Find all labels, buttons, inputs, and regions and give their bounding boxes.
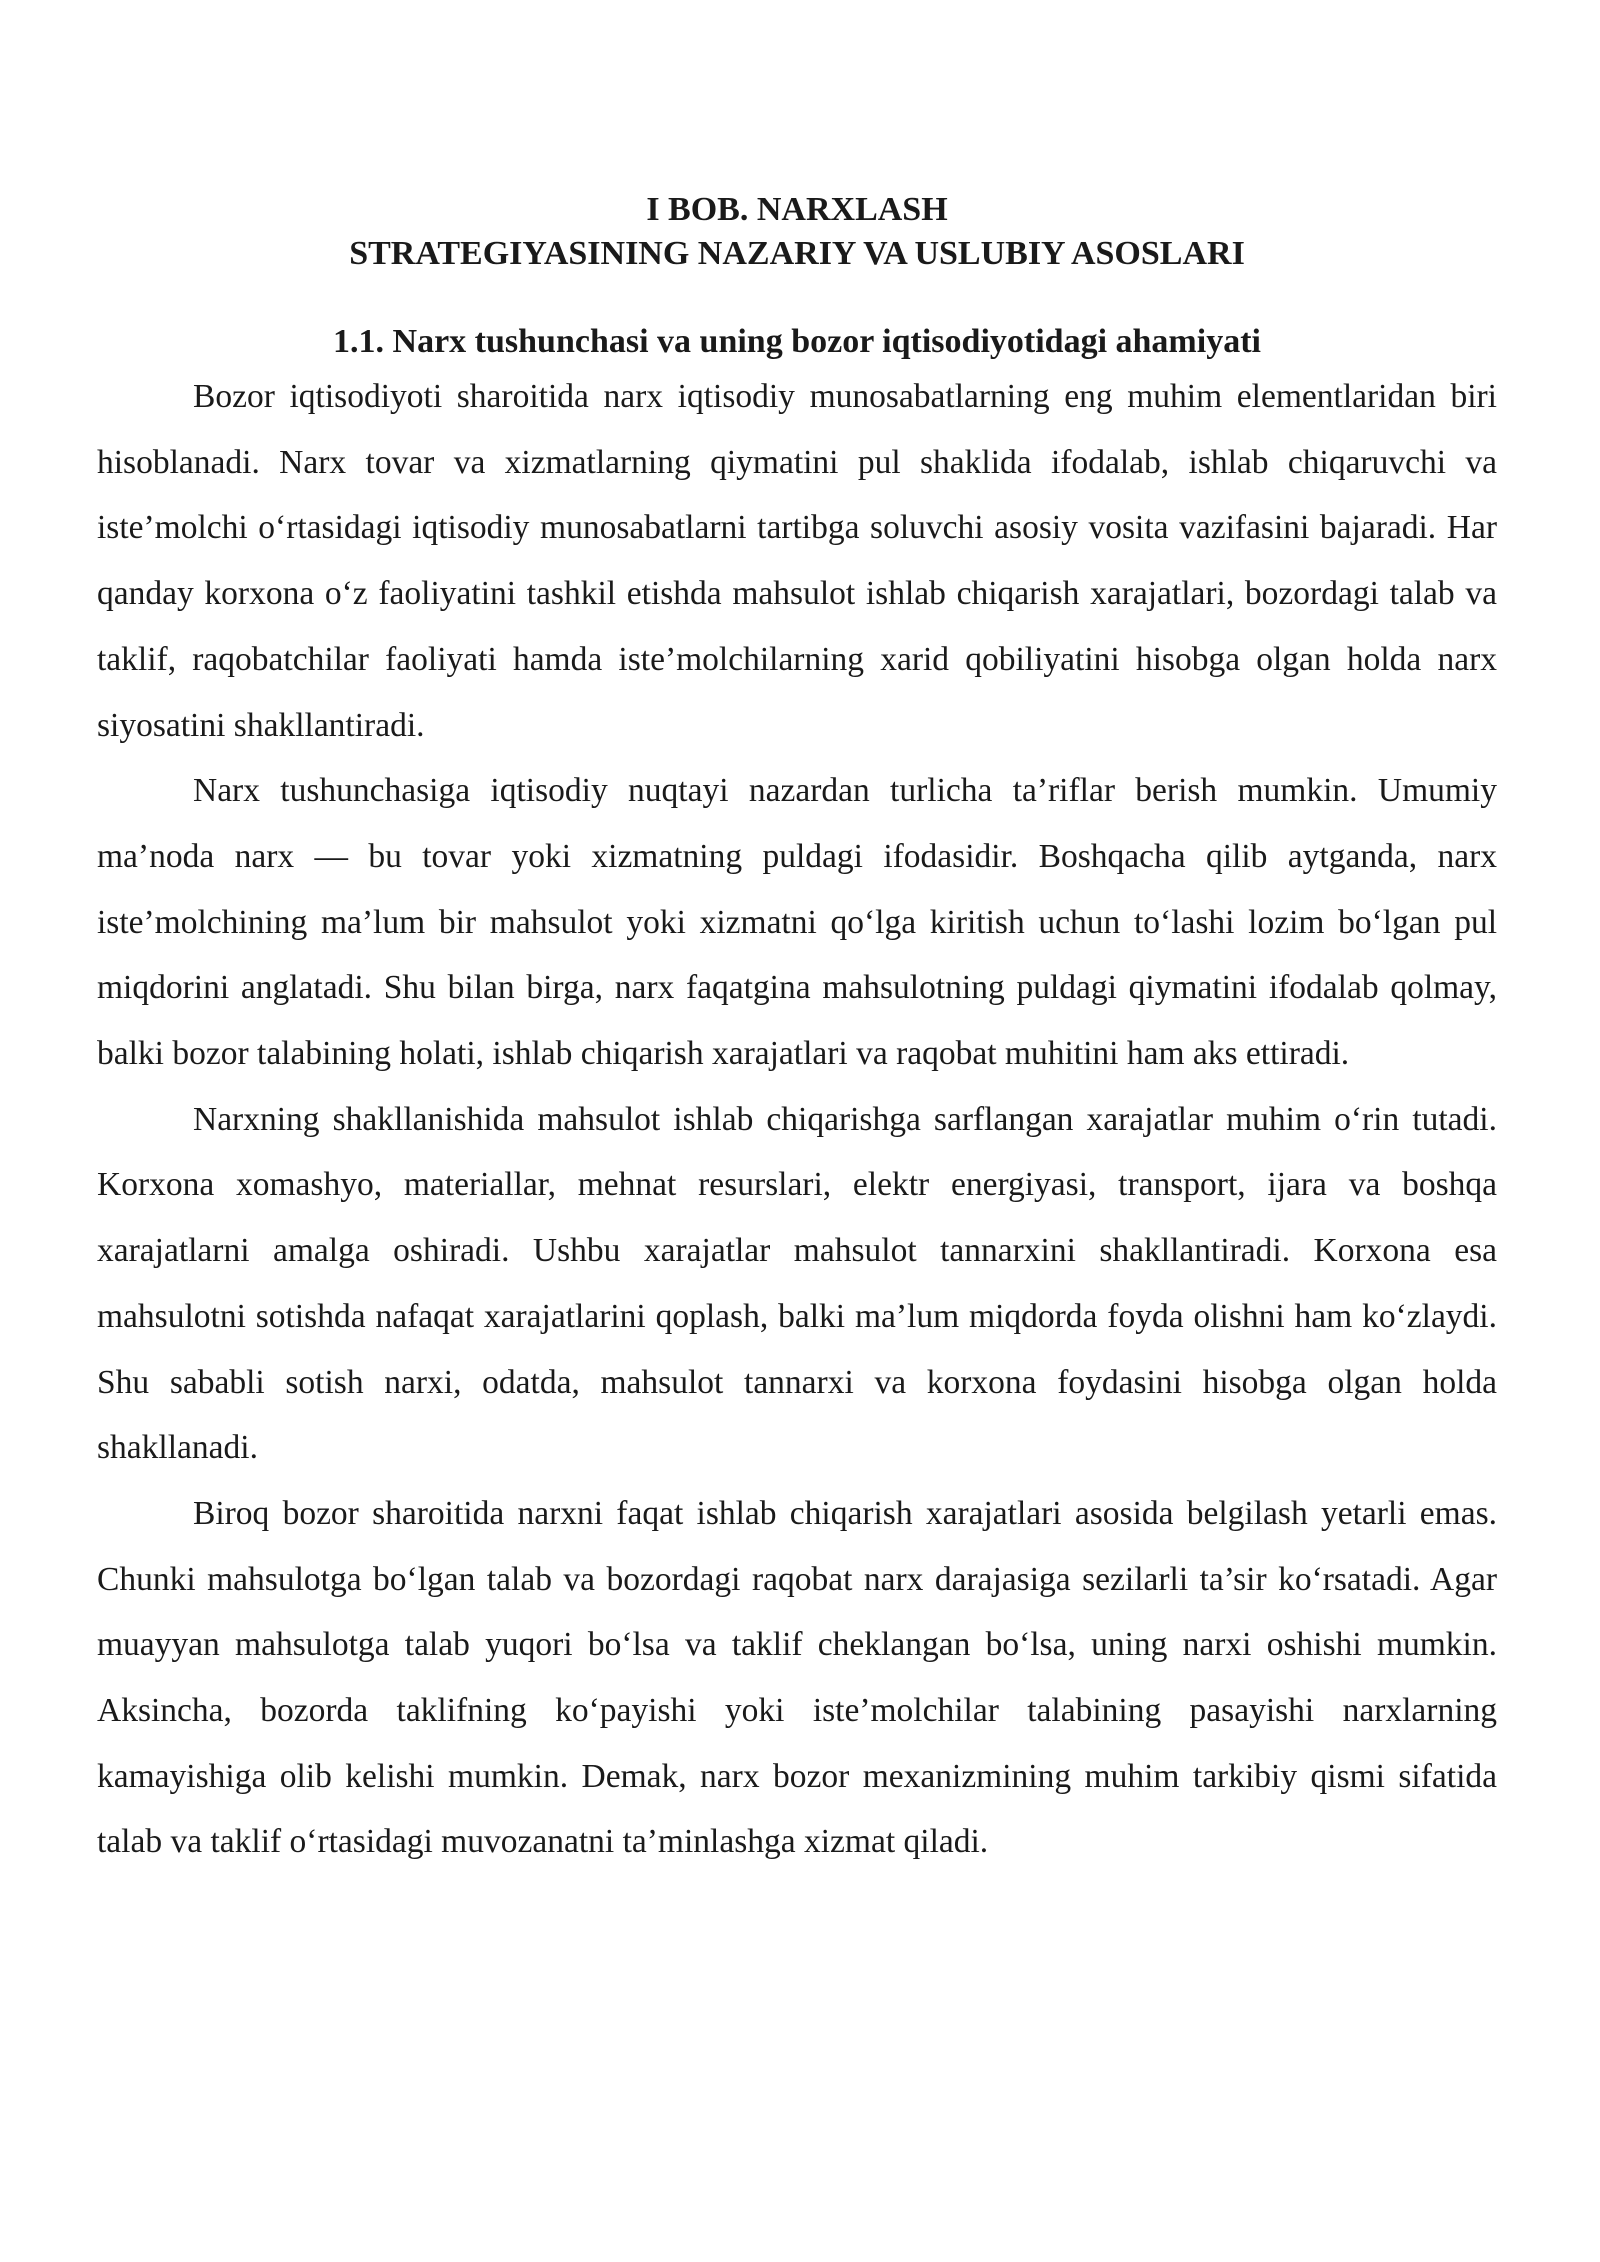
paragraph-2: Narx tushunchasiga iqtisodiy nuqtayi nazardan turlicha ta’riflar berish mumkin. Umumiy ma’noda narx — bu tovar yoki xizmatning puldagi ifodasidir. Boshqacha qilib aytganda, narx iste’molchining ma’lum bir mahsulot yoki xizmatni qo‘lga kiritish uchun to‘lashi lozim bo‘lgan pul miqdorini anglatadi. Shu bilan birga, narx faqatgina mahsulotning puldagi qiymatini ifodalab qolmay, balki bozor talabining holati, ishlab chiqarish xarajatlari va raqobat muhitini ham aks ettiradi.: [97, 772, 1497, 1073]
document-page: [97, 188, 1497, 1875]
chapter-title: [97, 188, 1497, 276]
section-title: 1.1. Narx tushunchasi va uning bozor iqtisodiyotidagi ahamiyati: [333, 323, 1261, 360]
body-text: [97, 364, 1497, 1875]
chapter-title-line-2: STRATEGIYASINING NAZARIY VA USLUBIY ASOSLARI: [349, 235, 1245, 272]
paragraph-1: Bozor iqtisodiyoti sharoitida narx iqtisodiy munosabatlarning eng muhim elementlaridan biri hisoblanadi. Narx tovar va xizmatlarning qiymatini pul shaklida ifodalab, ishlab chiqaruvchi va iste’molchi o‘rtasidagi iqtisodiy munosabatlarni tartibga soluvchi asosiy vosita vazifasini bajaradi. Har qanday korxona o‘z faoliyatini tashkil etishda mahsulot ishlab chiqarish xarajatlari, bozordagi talab va taklif, raqobatchilar faoliyati hamda iste’molchilarning xarid qobiliyatini hisobga olgan holda narx siyosatini shakllantiradi.: [97, 378, 1497, 744]
paragraph-3: Narxning shakllanishida mahsulot ishlab chiqarishga sarflangan xarajatlar muhim o‘rin tutadi. Korxona xomashyo, materiallar, mehnat resurslari, elektr energiyasi, transport, ijara va boshqa xarajatlarni amalga oshiradi. Ushbu xarajatlar mahsulot tannarxini shakllantiradi. Korxona esa mahsulotni sotishda nafaqat xarajatlarini qoplash, balki ma’lum miqdorda foyda olishni ham ko‘zlaydi. Shu sababli sotish narxi, odatda, mahsulot tannarxi va korxona foydasini hisobga olgan holda shakllanadi.: [97, 1100, 1497, 1467]
paragraph-4: Biroq bozor sharoitida narxni faqat ishlab chiqarish xarajatlari asosida belgilash yetarli emas. Chunki mahsulotga bo‘lgan talab va bozordagi raqobat narx darajasiga sezilarli ta’sir ko‘rsatadi. Agar muayyan mahsulotga talab yuqori bo‘lsa va taklif cheklangan bo‘lsa, uning narxi oshishi mumkin. Aksincha, bozorda taklifning ko‘payishi yoki iste’molchilar talabining pasayishi narxlarning kamayishiga olib kelishi mumkin. Demak, narx bozor mexanizmining muhim tarkibiy qismi sifatida talab va taklif o‘rtasidagi muvozanatni ta’minlashga xizmat qiladi.: [97, 1494, 1497, 1861]
chapter-title-line-1: I BOB. NARXLASH: [646, 191, 948, 228]
